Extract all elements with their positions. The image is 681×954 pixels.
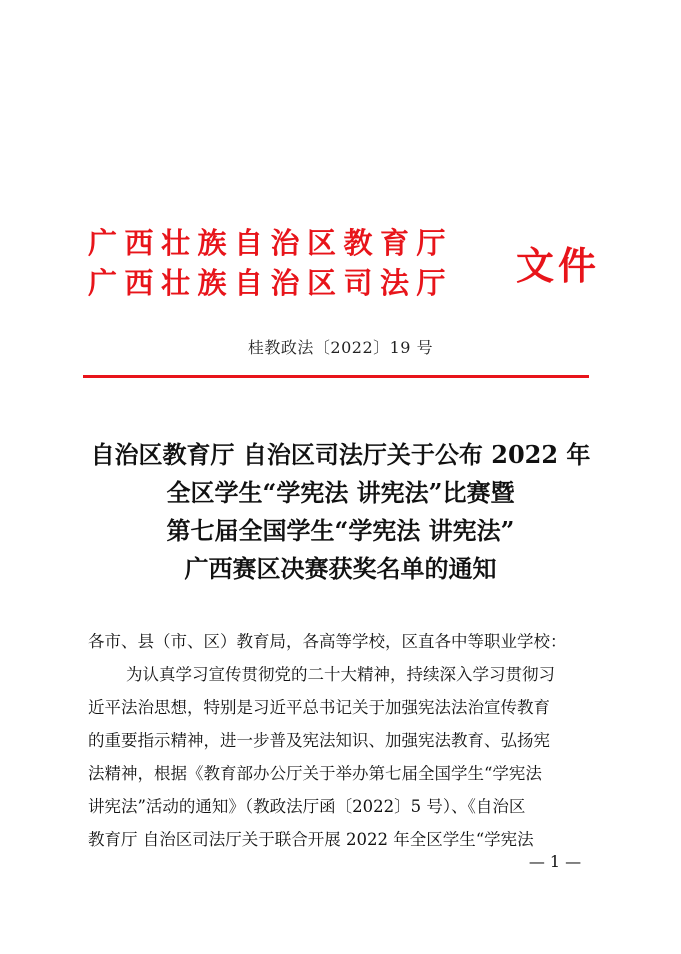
title-line: 自治区教育厅 自治区司法厅关于公布 2022 年 (90, 440, 591, 469)
paragraph-line: 讲宪法”活动的通知》（教政法厅函〔2022〕5 号）、《自治区 (88, 797, 526, 816)
title-line: 全区学生“学宪法 讲宪法”比赛暨 (166, 478, 515, 507)
paragraph-line: 为认真学习宣传贯彻党的二十大精神，持续深入学习贯彻习 (126, 665, 555, 684)
red-divider-line (83, 375, 589, 378)
document-label: 文件 (516, 243, 601, 288)
paragraph-line: 的重要指示精神，进一步普及宪法知识、加强宪法教育、弘扬宪 (88, 731, 550, 750)
paragraph-line: 近平法治思想，特别是习近平总书记关于加强宪法法治宣传教育 (88, 698, 550, 717)
title-line: 广西赛区决赛获奖名单的通知 (184, 554, 497, 583)
page-number: — 1 — (528, 852, 582, 871)
notice-body (88, 625, 600, 856)
title-line: 第七届全国学生“学宪法 讲宪法” (166, 516, 515, 545)
salutation: 各市、县（市、区）教育局，各高等学校，区直各中等职业学校： (88, 632, 567, 651)
document-number: 桂教政法〔2022〕19 号 (247, 338, 434, 357)
notice-title (0, 436, 681, 588)
document-header (88, 226, 608, 306)
paragraph-line: 法精神，根据《教育部办公厅关于举办第七届全国学生“学宪法 (88, 764, 542, 783)
issuer-justice-department: 广西壮族自治区司法厅 (88, 266, 454, 300)
paragraph-line: 教育厅 自治区司法厅关于联合开展 2022 年全区学生“学宪法 (88, 830, 534, 849)
issuer-education-department: 广西壮族自治区教育厅 (88, 226, 454, 260)
